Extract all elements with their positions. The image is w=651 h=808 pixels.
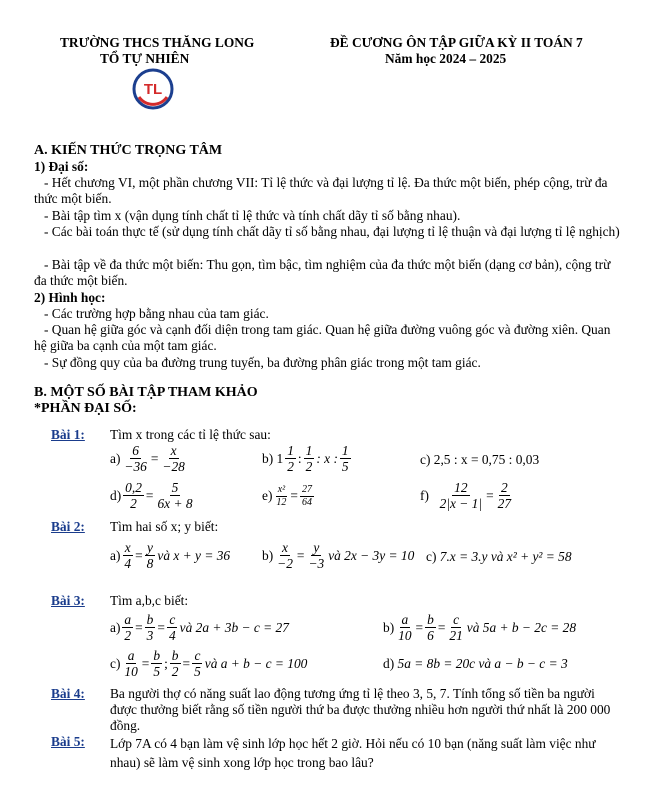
exercise-5-label: Bài 5: [51,734,85,749]
exercise-5-text: Lớp 7A có 4 bạn làm vệ sinh lớp học hết 2 giờ. Hỏi nếu có 10 bạn (năng suất làm việc như nhau) sẽ làm vệ sinh xong lớp học trong bao lâu? [110,736,596,771]
algebra-item-1: - Hết chương VI, một phần chương VII: Tỉ lệ thức và đại lượng tỉ lệ. Đa thức một biến, phép cộng, trừ đa thức một biến. [34,175,608,207]
exercise-1-label: Bài 1: [51,427,85,442]
document-title: ĐỀ CƯƠNG ÔN TẬP GIỮA KỲ II TOÁN 7 [330,35,583,50]
geometry-item-3: - Sự đồng quy của ba đường trung tuyến, ba đường phân giác trong một tam giác. [44,355,481,370]
exercise-2b: b) $\frac{x}{-2}$ = $\frac{y}{-3}$ và 2x − 3y = 10 [262,540,415,572]
algebra-item-3: - Các bài toán thực tế (sử dụng tính chất dãy tỉ số bằng nhau, đại lượng tỉ lệ thuận và đại lượng tỉ lệ nghịch) [44,224,620,239]
exercise-3b: b) $\frac{a}{10}$ = $\frac{b}{6}$ = $\frac{c}{21}$ và 5a + b − 2c = 28 [383,612,577,644]
school-year: Năm học 2024 – 2025 [385,51,507,66]
exercise-3d: d) 5a = 8b = 20c và a − b − c = 3 [383,656,568,671]
exercise-1c: c) 2,5 : x = 0,75 : 0,03 [420,452,540,467]
section-a-heading: A. KIẾN THỨC TRỌNG TÂM [34,143,223,158]
exercise-3-prompt: Tìm a,b,c biết: [110,593,189,608]
exercise-1a: a) $\frac{6}{-36}$ = $\frac{x}{-28}$ [110,443,185,475]
algebra-heading: 1) Đại số: [34,159,89,174]
geometry-item-1: - Các trường hợp bằng nhau của tam giác. [44,306,269,321]
exercise-4-label: Bài 4: [51,686,85,701]
exercise-2c: c) 7.x = 3.y và x² + y² = 58 [426,549,572,564]
school-logo [131,67,175,111]
exercise-1f: f) $\frac{12}{2|x - 1|}$ = $\frac{2}{27}$ [420,480,512,512]
exercise-2-label: Bài 2: [51,519,85,534]
exercise-1-prompt: Tìm x trong các tỉ lệ thức sau: [110,427,271,442]
school-name: TRƯỜNG THCS THĂNG LONG [60,35,255,50]
department-name: TỔ TỰ NHIÊN [100,51,190,66]
geometry-heading: 2) Hình học: [34,290,106,305]
exercise-1b: b) 1 $\frac{1}{2}$ : $\frac{1}{2}$ : x : $\frac{1}{5}$ [262,443,349,475]
exercise-2a: a) $\frac{x}{4}$ = $\frac{y}{8}$ và x + y = 36 [110,540,231,572]
exercise-4-text: Ba người thợ có năng suất lao động tương ứng tỉ lệ theo 3, 5, 7. Tính tổng số tiền ba người được thưởng biết rằng số tiền người thứ ba được thưởng nhiều hơn người thứ nhất là 200 000 đồng. [110,686,611,734]
exercise-3-label: Bài 3: [51,593,85,608]
geometry-item-2: - Quan hệ giữa góc và cạnh đối diện trong tam giác. Quan hệ giữa đường vuông góc và đường xiên. Quan hệ giữa ba cạnh của một tam giác. [34,322,611,354]
algebra-item-4: - Bài tập về đa thức một biến: Thu gọn, tìm bậc, tìm nghiệm của đa thức một biến (dạng cơ bản), cộng trừ đa thức một biến. [34,257,611,289]
exercise-1e: e) $\frac{\text{x²}}{12}$ = $\frac{27}{64}$ [262,484,312,508]
exercise-2-prompt: Tìm hai số x; y biết: [110,519,219,534]
exercise-3c: c) $\frac{a}{10}$ = $\frac{b}{5}$ ; $\frac{b}{2}$ = $\frac{c}{5}$ và a + b − c = 100 [110,648,308,680]
exercise-3a: a) $\frac{a}{2}$ = $\frac{b}{3}$ = $\frac{c}{4}$ và 2a + 3b − c = 27 [110,612,289,644]
logo-text: TL [143,81,163,98]
algebra-item-2: - Bài tập tìm x (vận dụng tính chất tỉ lệ thức và tính chất dãy tỉ số bằng nhau). [44,208,461,223]
algebra-part-heading: *PHẦN ĐẠI SỐ: [34,401,137,416]
exercise-1d: d) $\frac{0,2}{2}$ = $\frac{5}{6x + 8}$ [110,480,193,512]
section-b-heading: B. MỘT SỐ BÀI TẬP THAM KHẢO [34,385,258,400]
